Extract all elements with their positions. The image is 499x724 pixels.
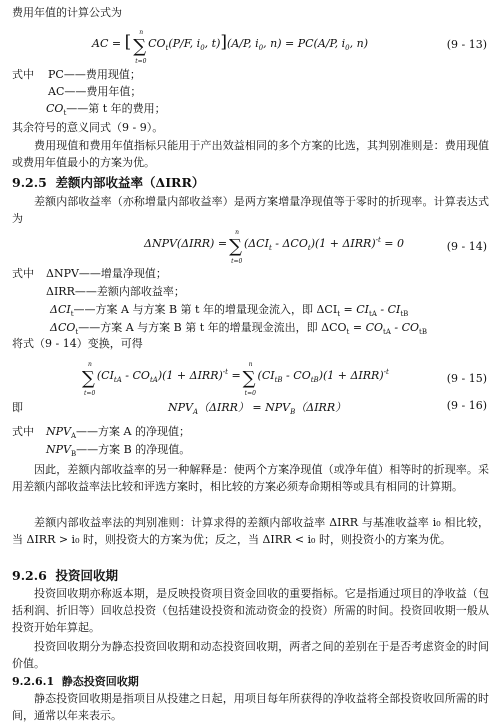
definition-npv: ΔNPV——增量净现值； [46,267,167,280]
definition-ac: AC——费用年值； [48,85,142,98]
definition-co: $\Delta CO_t——$方案 A 与方案 B 第 t 年的增量现金流出，即 $\Delta CO_t = CO_{tA} - CO_{tB}$ [50,321,428,336]
section-heading-9-2-6: 9.2.6 投资回收期 [12,568,119,583]
equation-9-13: AC = [ ∑ n t=0 $CO_t(P/F$, $i_0$, t)](A/P, $i_0$, n) = PC(A/P, $i_0$, n) [92,29,369,65]
equation-number: (9 - 13) [446,38,487,51]
paragraph-rule: 差额内部收益率法的判别准则：计算求得的差额内部收益率 ΔIRR 与基准收益率 i₀ 相比较，当 ΔIRR > i₀ 时，则投资大的方案为优；反之，当 ΔIRR < i₀ 时，则投资小的方案为优。 [12,516,489,546]
paragraph-meaning: 因此，差额内部收益率的另一种解释是：使两个方案净现值（或净年值）相等时的折现率。采用差额内部收益率法比较和评选方案时，相比较的方案必须寿命期相等或具有相同的计算期。 [12,463,489,493]
intro-line: 费用年值的计算公式为 [12,6,122,19]
paragraph-irr: 差额内部收益率（亦称增量内部收益率）是两方案增量净现值等于零时的折现率。计算表达式为 [12,195,489,225]
paragraph-rest: 其余符号的意义同式（9 - 9）。 [12,121,164,134]
equation-9-14: ΔNPV(ΔIRR) = ∑ n t=0 $(\Delta CI_t - \Delta CO_t)(1 + \Delta IRR)^{-t} = 0$ [144,229,405,265]
equation-number: (9 - 16) [446,399,487,412]
equation-number: (9 - 14) [446,240,487,253]
sigma-icon: ∑ n t=0 [229,229,243,265]
paragraph-transform: 将式（9 - 14）变换，可得 [12,337,143,350]
section-heading-9-2-6-1: 9.2.6.1 静态投资回收期 [12,675,139,688]
sigma-icon: ∑ n t=0 [133,29,147,65]
definition-pc: PC——费用现值； [48,68,141,81]
definition-co: $CO_t——$第 t 年的费用； [46,102,166,117]
where-label: 式中 [12,68,34,81]
definition-npva: $NPV_A——$方案 A 的净现值； [46,425,190,440]
paragraph-types: 投资回收期分为静态投资回收期和动态投资回收期，两者之间的差别在于是否考虑资金的时间价值。 [12,640,489,670]
sigma-icon: ∑ n t=0 [82,361,96,397]
equation-9-16: $NPV_A(\Delta IRR) = NPV_B(\Delta IRR)$ [168,401,347,416]
paragraph-static: 静态投资回收期是指项目从投建之日起，用项目每年所获得的净收益将全部投资收回所需的时间，通常以年来表示。 [12,692,489,722]
equation-9-15: ∑ n t=0 $(CI_{tA} - CO_{tA})(1 + \Delta IRR)^{-t}$ = ∑ n t=0 $(CI_{tB} - CO_{tB})(1 + \Delta IRR)^{-t}$ [82,361,389,397]
prefix-ji: 即 [12,401,23,414]
paragraph-judge: 费用现值和费用年值指标只能用于产出效益相同的多个方案的比选，其判别准则是：费用现值或费用年值最小的方案为优。 [12,139,489,169]
definition-ci: $\Delta CI_t——$方案 A 与方案 B 第 t 年的增量现金流入，即 $\Delta CI_t = CI_{tA} - CI_{tB}$ [50,303,409,318]
definition-npvb: $NPV_B——$方案 B 的净现值。 [46,443,191,458]
definition-irr: ΔIRR——差额内部收益率； [46,285,185,298]
where-label: 式中 [12,425,34,438]
paragraph-payback: 投资回收期亦称返本期，是反映投资项目资金回收的重要指标。它是指通过项目的净收益（包括利润、折旧等）回收总投资（包括建设投资和流动资金的投资）所需的时间。投资回收期一般从投资开始年算起。 [12,587,489,634]
equation-number: (9 - 15) [446,372,487,385]
section-heading-9-2-5: 9.2.5 差额内部收益率（ΔIRR） [12,175,205,190]
sigma-icon: ∑ n t=0 [242,361,256,397]
where-label: 式中 [12,267,34,280]
